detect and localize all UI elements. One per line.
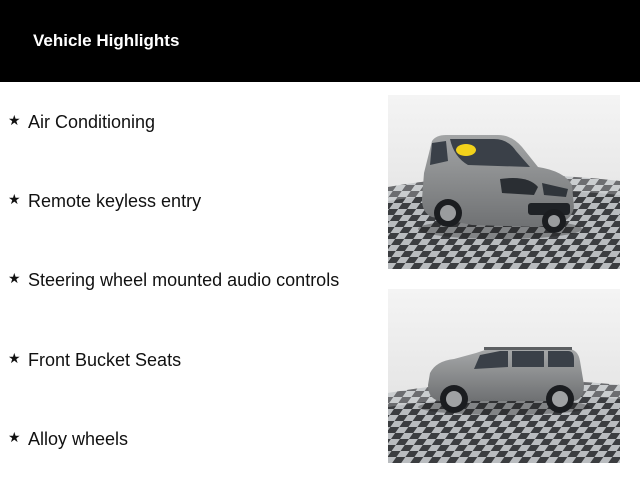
star-icon: ★ bbox=[8, 429, 21, 445]
star-icon: ★ bbox=[8, 112, 21, 128]
list-item bbox=[8, 189, 201, 213]
star-icon: ★ bbox=[8, 270, 21, 286]
vehicle-photo-front bbox=[388, 95, 620, 269]
car-side-image bbox=[388, 289, 620, 463]
list-item bbox=[8, 268, 339, 292]
vehicle-photo-side bbox=[388, 289, 620, 463]
star-icon: ★ bbox=[8, 191, 21, 207]
highlight-label: Steering wheel mounted audio controls bbox=[28, 269, 340, 290]
list-item bbox=[8, 427, 128, 451]
list-item bbox=[8, 348, 181, 372]
list-item bbox=[8, 110, 155, 134]
car-front-image bbox=[388, 95, 620, 269]
highlight-label: Remote keyless entry bbox=[28, 190, 202, 211]
highlight-label: Air Conditioning bbox=[28, 111, 156, 132]
page-title: Vehicle Highlights bbox=[33, 31, 180, 50]
star-icon: ★ bbox=[8, 350, 21, 366]
highlight-label: Alloy wheels bbox=[28, 428, 129, 449]
highlight-label: Front Bucket Seats bbox=[28, 349, 182, 370]
